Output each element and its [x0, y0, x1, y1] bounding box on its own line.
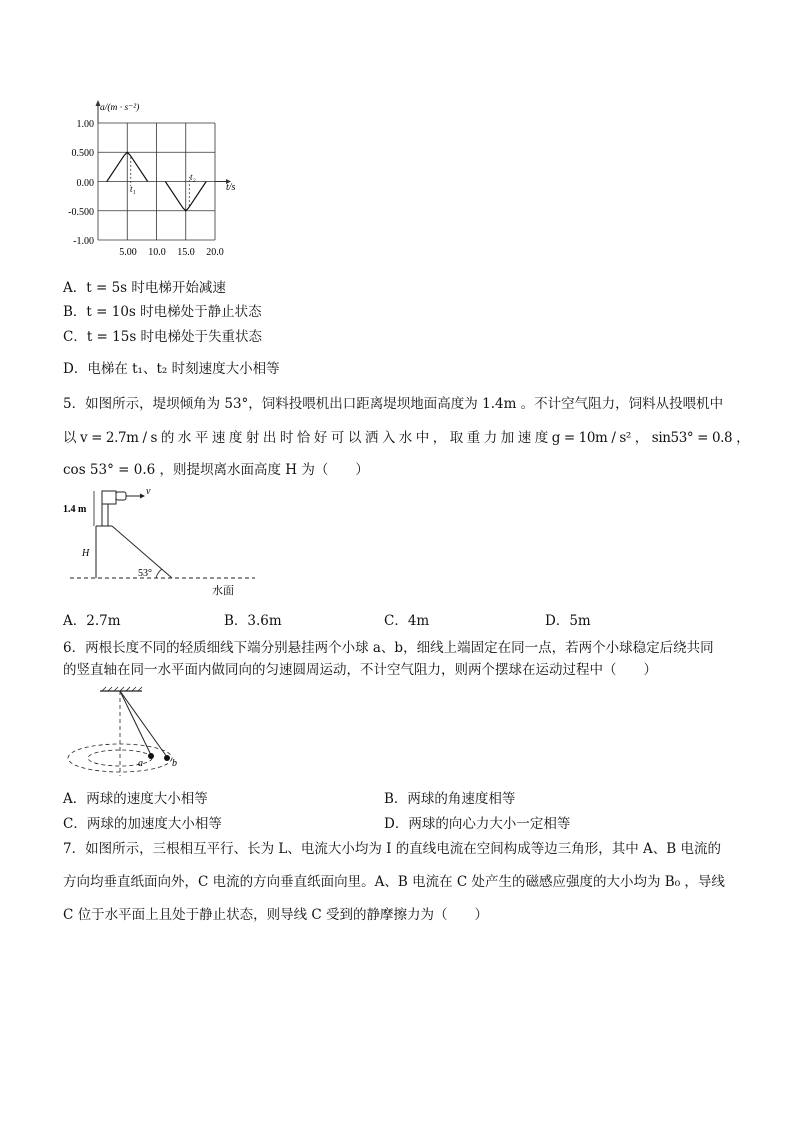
q7-stem-line-2: 方向均垂直纸面向外，C 电流的方向垂直纸面向里。A、B 电流在 C 处产生的磁感应强度的大小均为 B₀ ，导线	[63, 874, 725, 890]
ball-a-label: a	[138, 758, 143, 769]
q4-option-d: D．电梯在 t₁、t₂ 时刻速度大小相等	[63, 361, 280, 377]
ball-b	[164, 755, 170, 761]
q6-option-b: B．两球的角速度相等	[384, 791, 516, 807]
angle-arc	[156, 569, 162, 578]
H-label: H	[82, 548, 90, 559]
y-axis-label: a/(m · s⁻²)	[100, 103, 140, 113]
q6-option-d: D．两球的向心力大小一定相等	[384, 816, 571, 832]
t1-label: t₁	[130, 184, 136, 194]
x-tick-label: 20.0	[206, 247, 224, 258]
q7-stem-line-3: C 位于水平面上且处于静止状态，则导线 C 受到的静摩擦力为（ ）	[63, 907, 489, 923]
q7-stem-line-1: 7．如图所示，三根相互平行、长为 L、电流大小均为 I 的直线电流在空间构成等边三角形，其中 A、B 电流的	[63, 841, 722, 857]
q6-option-c: C．两球的加速度大小相等	[63, 816, 222, 832]
q4-option-b: B．t = 10s 时电梯处于静止状态	[63, 304, 262, 320]
ball-b-label: b	[172, 758, 177, 769]
x-tick-label: 5.00	[119, 247, 137, 258]
q5-option-c: C．4m	[384, 613, 430, 629]
string-a	[120, 691, 151, 755]
q5-option-d: D．5m	[545, 613, 591, 629]
y-tick-label: 0.00	[76, 178, 94, 189]
accel-time-graph	[60, 98, 240, 260]
q4-option-c: C．t = 15s 时电梯处于失重状态	[63, 329, 263, 345]
q5-stem-line-3: cos 53° = 0.6 ，则提坝离水面高度 H 为（ ）	[63, 462, 369, 478]
t2-label: t₂	[190, 172, 196, 182]
y-tick-label: 1.00	[76, 119, 94, 130]
dam-figure	[60, 486, 260, 598]
ball-a	[148, 753, 154, 759]
q6-option-a: A．两球的速度大小相等	[63, 791, 208, 807]
velocity-arrowhead	[140, 494, 145, 499]
pendulum-figure	[62, 686, 202, 781]
y-tick-label: -0.500	[68, 207, 94, 218]
velocity-label: v	[146, 486, 151, 497]
q5-stem-line-1: 5．如图所示，堤坝倾角为 53°，饲料投喂机出口距离堤坝地面高度为 1.4m 。不计空气阻力，饲料从投喂机中	[63, 396, 724, 412]
water-label: 水面	[212, 585, 234, 597]
q4-option-a: A．t = 5s 时电梯开始减速	[63, 280, 226, 296]
x-tick-label: 10.0	[148, 247, 166, 258]
h-label: 1.4 m	[63, 504, 87, 515]
angle-label: 53°	[138, 568, 152, 579]
x-axis-label: t/s	[226, 182, 236, 193]
feeder-box	[102, 491, 116, 504]
feeder-outlet	[116, 492, 126, 500]
q6-stem-line-2: 的竖直轴在同一水平面内做同向的匀速圆周运动，不计空气阻力，则两个摆球在运动过程中（ ）	[63, 662, 657, 678]
x-tick-label: 15.0	[177, 247, 195, 258]
y-tick-label: -1.00	[73, 236, 94, 247]
y-tick-label: 0.500	[71, 148, 94, 159]
q5-option-a: A．2.7m	[63, 613, 121, 629]
string-b	[120, 691, 167, 757]
graph-grid	[96, 100, 232, 240]
q6-stem-line-1: 6．两根长度不同的轻质细线下端分别悬挂两个小球 a、b，细线上端固定在同一点，若两个小球稳定后绕共同	[63, 640, 714, 656]
q5-stem-line-2: 以 v = 2.7m / s 的 水 平 速 度 射 出 时 恰 好 可 以 洒 入 水 中 ， 取 重 力 加 速 度 g = 10m / s² ， sin53° = 0.8 ，	[63, 430, 750, 446]
q5-option-b: B．3.6m	[224, 613, 282, 629]
